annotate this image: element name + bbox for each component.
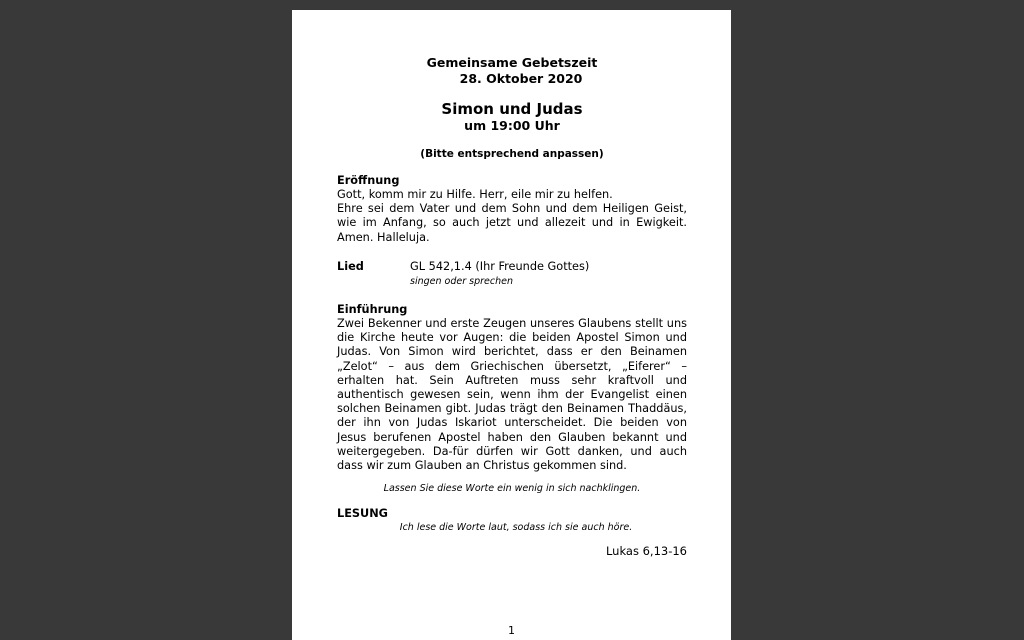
einfuehrung-instruction: Lassen Sie diese Worte ein wenig in sich nachklingen. [383, 483, 641, 494]
lesung-instruction: Ich lese die Worte laut, sodass ich sie auch höre. [399, 522, 633, 533]
title-block [337, 100, 687, 133]
time-line: um 19:00 Uhr [464, 118, 560, 133]
section-lesung [337, 507, 687, 535]
page-title: Simon und Judas [441, 100, 583, 118]
lied-value: GL 542,1.4 (Ihr Freunde Gottes) [410, 260, 590, 273]
header-date: 28. Oktober 2020 [459, 71, 583, 86]
section-einfuehrung [337, 303, 687, 473]
eroeffnung-line-1: Gott, komm mir zu Hilfe. Herr, eile mir zu helfen. [337, 188, 613, 201]
header-line1: Gemeinsame Gebetszeit [426, 55, 598, 70]
section-heading-eroeffnung: Eröffnung [337, 174, 400, 187]
eroeffnung-line-2: Ehre sei dem Vater und dem Sohn und dem Heiligen Geist, wie im Anfang, so auch jetzt und allezeit und in Ewigkeit. Amen. Halleluja. [337, 202, 687, 244]
lesung-reference: Lukas 6,13-16 [605, 544, 687, 558]
lied-hint: singen oder sprechen [410, 276, 513, 287]
lied-label: Lied [337, 260, 364, 273]
header-block [337, 55, 687, 87]
adjust-note: (Bitte entsprechend anpassen) [420, 148, 604, 160]
section-heading-lesung: LESUNG [337, 507, 388, 520]
page-number: 1 [508, 624, 515, 637]
einfuehrung-text: Zwei Bekenner und erste Zeugen unseres Glaubens stellt uns die Kirche heute vor Augen: die beiden Apostel Simon und Judas. Von Simon wird berichtet, dass er den Beinamen „Zelot“ – aus dem Griechischen übersetzt, „Eiferer“ – erhalten hat. Sein Auftreten muss sehr kraftvoll und authentisch gewesen sein, wenn ihm der Evangelist einen solchen Beinamen gibt. Judas trägt den Beinamen Thaddäus, der ihn von Judas Iskariot unterscheidet. Die beiden von Jesus berufenen Apostel haben den Glauben bekannt und weitergegeben. Da-für dürfen wir Gott danken, und auch dass wir zum Glauben an Christus gekommen sind. [337, 317, 687, 473]
section-eroeffnung [337, 174, 687, 245]
section-heading-einfuehrung: Einführung [337, 303, 408, 316]
document-page [292, 10, 731, 640]
